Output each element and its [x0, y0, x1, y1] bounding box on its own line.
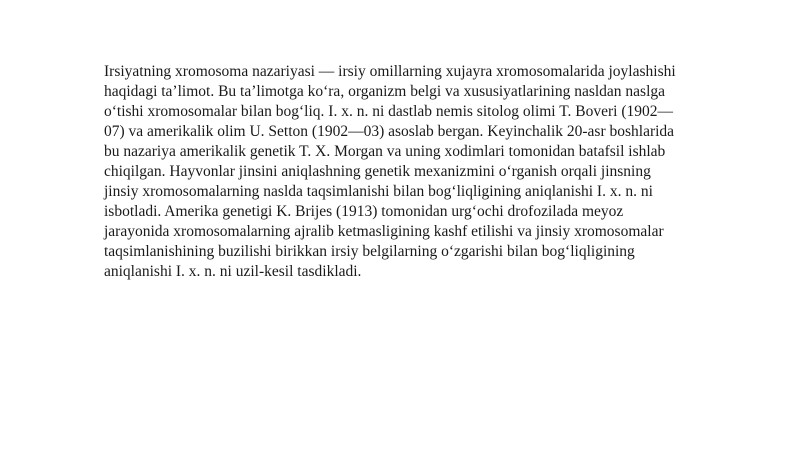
paragraph-line-5: bu nazariya amerikalik genetik T. X. Morgan va uning xodimlari tomonidan batafsil ishlab [104, 143, 666, 160]
paragraph-line-2: haqidagi ta’limot. Bu ta’limotga ko‘ra, organizm belgi va xususiyatlarining nasldan naslga [104, 83, 666, 100]
paragraph-line-1: Irsiyatning xromosoma nazariyasi — irsiy omillarning xujayra xromosomalarida joylashishi [104, 63, 676, 80]
paragraph-line-9: jarayonida xromosomalarning ajralib ketmasligining kashf etilishi va jinsiy xromosomalar [104, 223, 664, 240]
paragraph-line-4: 07) va amerikalik olim U. Setton (1902—03) asoslab bergan. Keyinchalik 20-asr boshlarida [104, 123, 675, 140]
paragraph-line-8: isbotladi. Amerika genetigi K. Brijes (1913) tomonidan urg‘ochi drofozilada meyoz [104, 203, 624, 220]
paragraph-line-3: o‘tishi xromosomalar bilan bog‘liq. I. x. n. ni dastlab nemis sitolog olimi T. Boveri (1902— [104, 103, 673, 120]
paragraph-line-11: aniqlanishi I. x. n. ni uzil-kesil tasdikladi. [104, 263, 362, 280]
paragraph-line-7: jinsiy xromosomalarning naslda taqsimlanishi bilan bog‘liqligining aniqlanishi I. x. n. ni [104, 183, 653, 200]
body-paragraph [104, 62, 724, 282]
paragraph-line-6: chiqilgan. Hayvonlar jinsini aniqlashning genetik mexanizmini o‘rganish orqali jinsning [104, 163, 651, 180]
paragraph-line-10: taqsimlanishining buzilishi birikkan irsiy belgilarning o‘zgarishi bilan bog‘liqligining [104, 243, 635, 260]
